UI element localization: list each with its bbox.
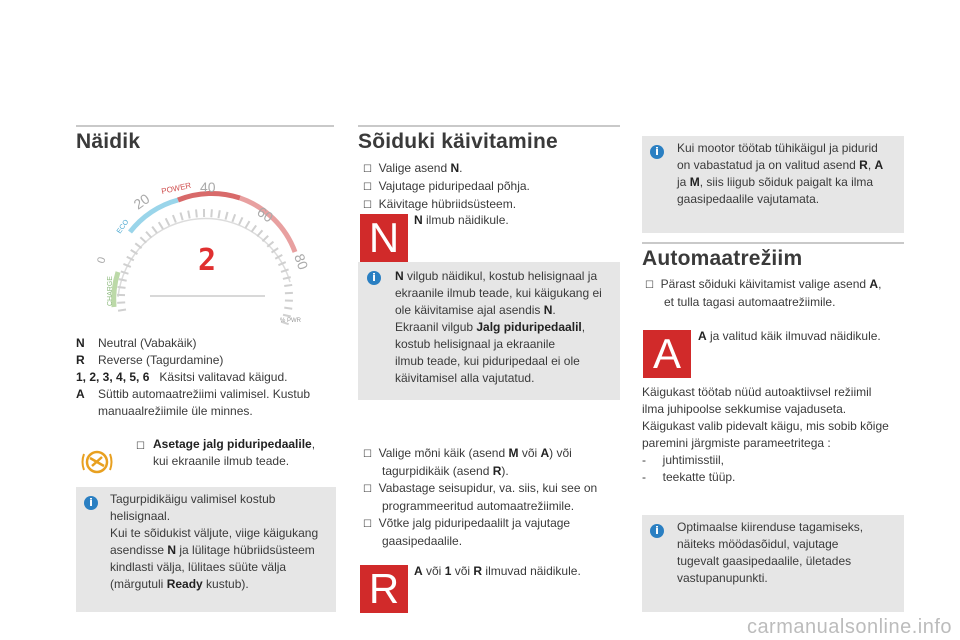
gauge-tick bbox=[121, 271, 129, 273]
gauge-label-20: 20 bbox=[130, 190, 153, 213]
legend-row: R Reverse (Tagurdamine) bbox=[76, 353, 224, 367]
gauge-tick bbox=[146, 232, 151, 238]
info-icon: i bbox=[650, 524, 664, 538]
gauge-tick bbox=[135, 243, 141, 248]
auto-description: Käigukast töötab nüüd autoaktiivsel režiimil ilma juhipoolse sekkumise vajaduseta. Käigukast valib pidevalt käigu, mis sobib kõige paremini järgmiste parameetritega : - juhtimisstiil, - teekatte tüüp. bbox=[642, 384, 907, 486]
a-caption: A ja valitud käik ilmuvad näidikule. bbox=[698, 329, 881, 343]
gauge-label-charge: CHARGE bbox=[107, 276, 114, 306]
n-caption: N ilmub näidikule. bbox=[414, 213, 509, 227]
gauge-tick bbox=[188, 211, 190, 219]
legend-row: manuaalrežiimile üle minnes. bbox=[98, 404, 253, 418]
gauge-tick bbox=[245, 221, 249, 228]
gauge-tick bbox=[166, 218, 170, 225]
watermark: carmanualsonline.info bbox=[746, 616, 952, 638]
info-text: Kui mootor töötab tühikäigul ja pidurid on vabastatud ja on valitud asend R, A ja M, siis liigub sõiduk paigalt ka ilma gaasipedaalile vajutamata. bbox=[677, 141, 884, 206]
gauge-tick bbox=[211, 209, 212, 217]
auto-steps: ☐ Pärast sõiduki käivitamist valige asend A, et tulla tagasi automaatrežiimile. bbox=[645, 276, 907, 311]
list-item: ☐ Käivitage hübriidsüsteem. bbox=[363, 197, 517, 211]
gauge-label-40: 40 bbox=[200, 179, 216, 195]
start-steps bbox=[363, 160, 530, 214]
info-text: Tagurpidikäigu valimisel kostub helisignaal. Kui te sõidukist väljute, viige käigukang asendisse N ja lülitage hübriidsüsteem kindlasti välja, lülitaes süüte välja (märgutuli Ready kustub). bbox=[110, 492, 319, 591]
info-text: Optimaalse kiirenduse tagamiseks, näiteks möödasõidul, vajutage tugevalt gaasipedaalile, ületades vastupanupunkti. bbox=[677, 520, 864, 585]
gauge-tick bbox=[118, 287, 126, 288]
gauge-tick bbox=[119, 279, 127, 281]
gauge-tick bbox=[226, 212, 228, 220]
info-icon: i bbox=[650, 145, 664, 159]
info-icon: i bbox=[84, 496, 98, 510]
list-item: ☐ Vabastage seisupidur, va. siis, kui see on bbox=[363, 481, 598, 495]
info-box-creep bbox=[642, 136, 904, 233]
gauge-tick bbox=[281, 269, 289, 272]
gauge-tick bbox=[117, 302, 125, 303]
info-box-kickdown bbox=[642, 515, 904, 612]
list-item: ☐ Valige asend N. bbox=[363, 161, 463, 175]
gauge-tick bbox=[180, 212, 182, 220]
section-title-start: Sõiduki käivitamine bbox=[358, 130, 558, 153]
list-item: - juhtimisstiil, bbox=[642, 453, 725, 467]
gauge-tick bbox=[283, 315, 291, 317]
gauge-tick bbox=[218, 210, 219, 218]
gauge-label-power: POWER bbox=[160, 180, 192, 196]
list-item: ☐ Vajutage piduripedaal põhja. bbox=[363, 179, 530, 193]
info-text: N vilgub näidikul, kostub helisignaal ja ekraanile ilmub teade, kui käigukang ei ole käivitamise ajal asendis N. Ekraanil vilgub Jalg piduripedaalil, kostub helisignaal ja ekraanile ilmub teade, kui piduripedaal ei ole käivitamisel alla vajutatud. bbox=[395, 269, 602, 385]
gauge-tick bbox=[140, 237, 146, 242]
gauge-tick bbox=[173, 215, 176, 222]
display-letter-n: N bbox=[360, 214, 408, 262]
list-item: - teekatte tüüp. bbox=[642, 470, 736, 484]
section-title-automatic: Automaatrežiim bbox=[642, 247, 803, 270]
gauge-tick bbox=[284, 308, 292, 309]
display-letter-r: R bbox=[360, 565, 408, 613]
gear-legend bbox=[76, 335, 338, 420]
gauge-tick bbox=[232, 214, 235, 222]
section-title-naidik: Näidik bbox=[76, 130, 141, 153]
gauge-label-80: 80 bbox=[291, 251, 312, 272]
section-divider bbox=[642, 242, 904, 244]
charge-arc bbox=[114, 272, 118, 307]
list-item: ☐ Pärast sõiduki käivitamist valige asend A, bbox=[645, 277, 882, 291]
display-letter-a: A bbox=[643, 330, 691, 378]
section-divider bbox=[76, 125, 334, 127]
gauge-label-pwr: % PWR bbox=[280, 318, 301, 324]
section-divider bbox=[358, 125, 620, 127]
gauge-label-eco: ECO bbox=[115, 218, 131, 236]
gauge-tick bbox=[196, 209, 197, 217]
gauge-tick bbox=[118, 310, 126, 311]
gauge-label-0: 0 bbox=[95, 255, 109, 265]
info-icon: i bbox=[367, 271, 381, 285]
gauge-tick bbox=[284, 285, 292, 286]
info-box-reverse bbox=[76, 487, 336, 612]
gauge-label-60: 60 bbox=[254, 203, 277, 226]
gear-digit: 2 bbox=[198, 243, 217, 278]
list-item: ☐ Valige mõni käik (asend M või A) või bbox=[363, 446, 572, 460]
info-box-n-blinks bbox=[358, 262, 620, 400]
gauge-tick bbox=[159, 222, 163, 229]
gauge-tick bbox=[257, 230, 262, 236]
legend-row: A Süttib automaatrežiimi valimisel. Kustub bbox=[76, 387, 311, 401]
bullet-icon: ☐ bbox=[136, 441, 145, 452]
gauge-tick bbox=[123, 264, 130, 267]
brake-instruction: Asetage jalg piduripedaalile, kui ekraanile ilmub teade. bbox=[153, 437, 316, 468]
gauge-tick bbox=[262, 236, 268, 242]
brake-pedal-warning-icon bbox=[80, 448, 114, 476]
gauge-tick bbox=[239, 217, 242, 224]
legend-row: N Neutral (Vabakäik) bbox=[76, 336, 197, 350]
gauge-tick bbox=[152, 227, 157, 233]
drive-steps: ☐ Valige mõni käik (asend M või A) või tagurpidikäik (asend R). ☐ Vabastage seisupidur, va. siis, kui see on programmeeritud automaatrežiimile. ☐ Võtke jalg piduripedaalilt ja vajutage gaasipedaalile. bbox=[363, 445, 625, 550]
r-caption: A või 1 või R ilmuvad näidikule. bbox=[414, 564, 581, 578]
list-item: ☐ Võtke jalg piduripedaalilt ja vajutage bbox=[363, 516, 571, 530]
legend-row: 1, 2, 3, 4, 5, 6 Käsitsi valitavad käigud. bbox=[76, 370, 288, 384]
gauge-tick bbox=[252, 225, 257, 232]
gear-indicator-gauge bbox=[90, 172, 320, 332]
